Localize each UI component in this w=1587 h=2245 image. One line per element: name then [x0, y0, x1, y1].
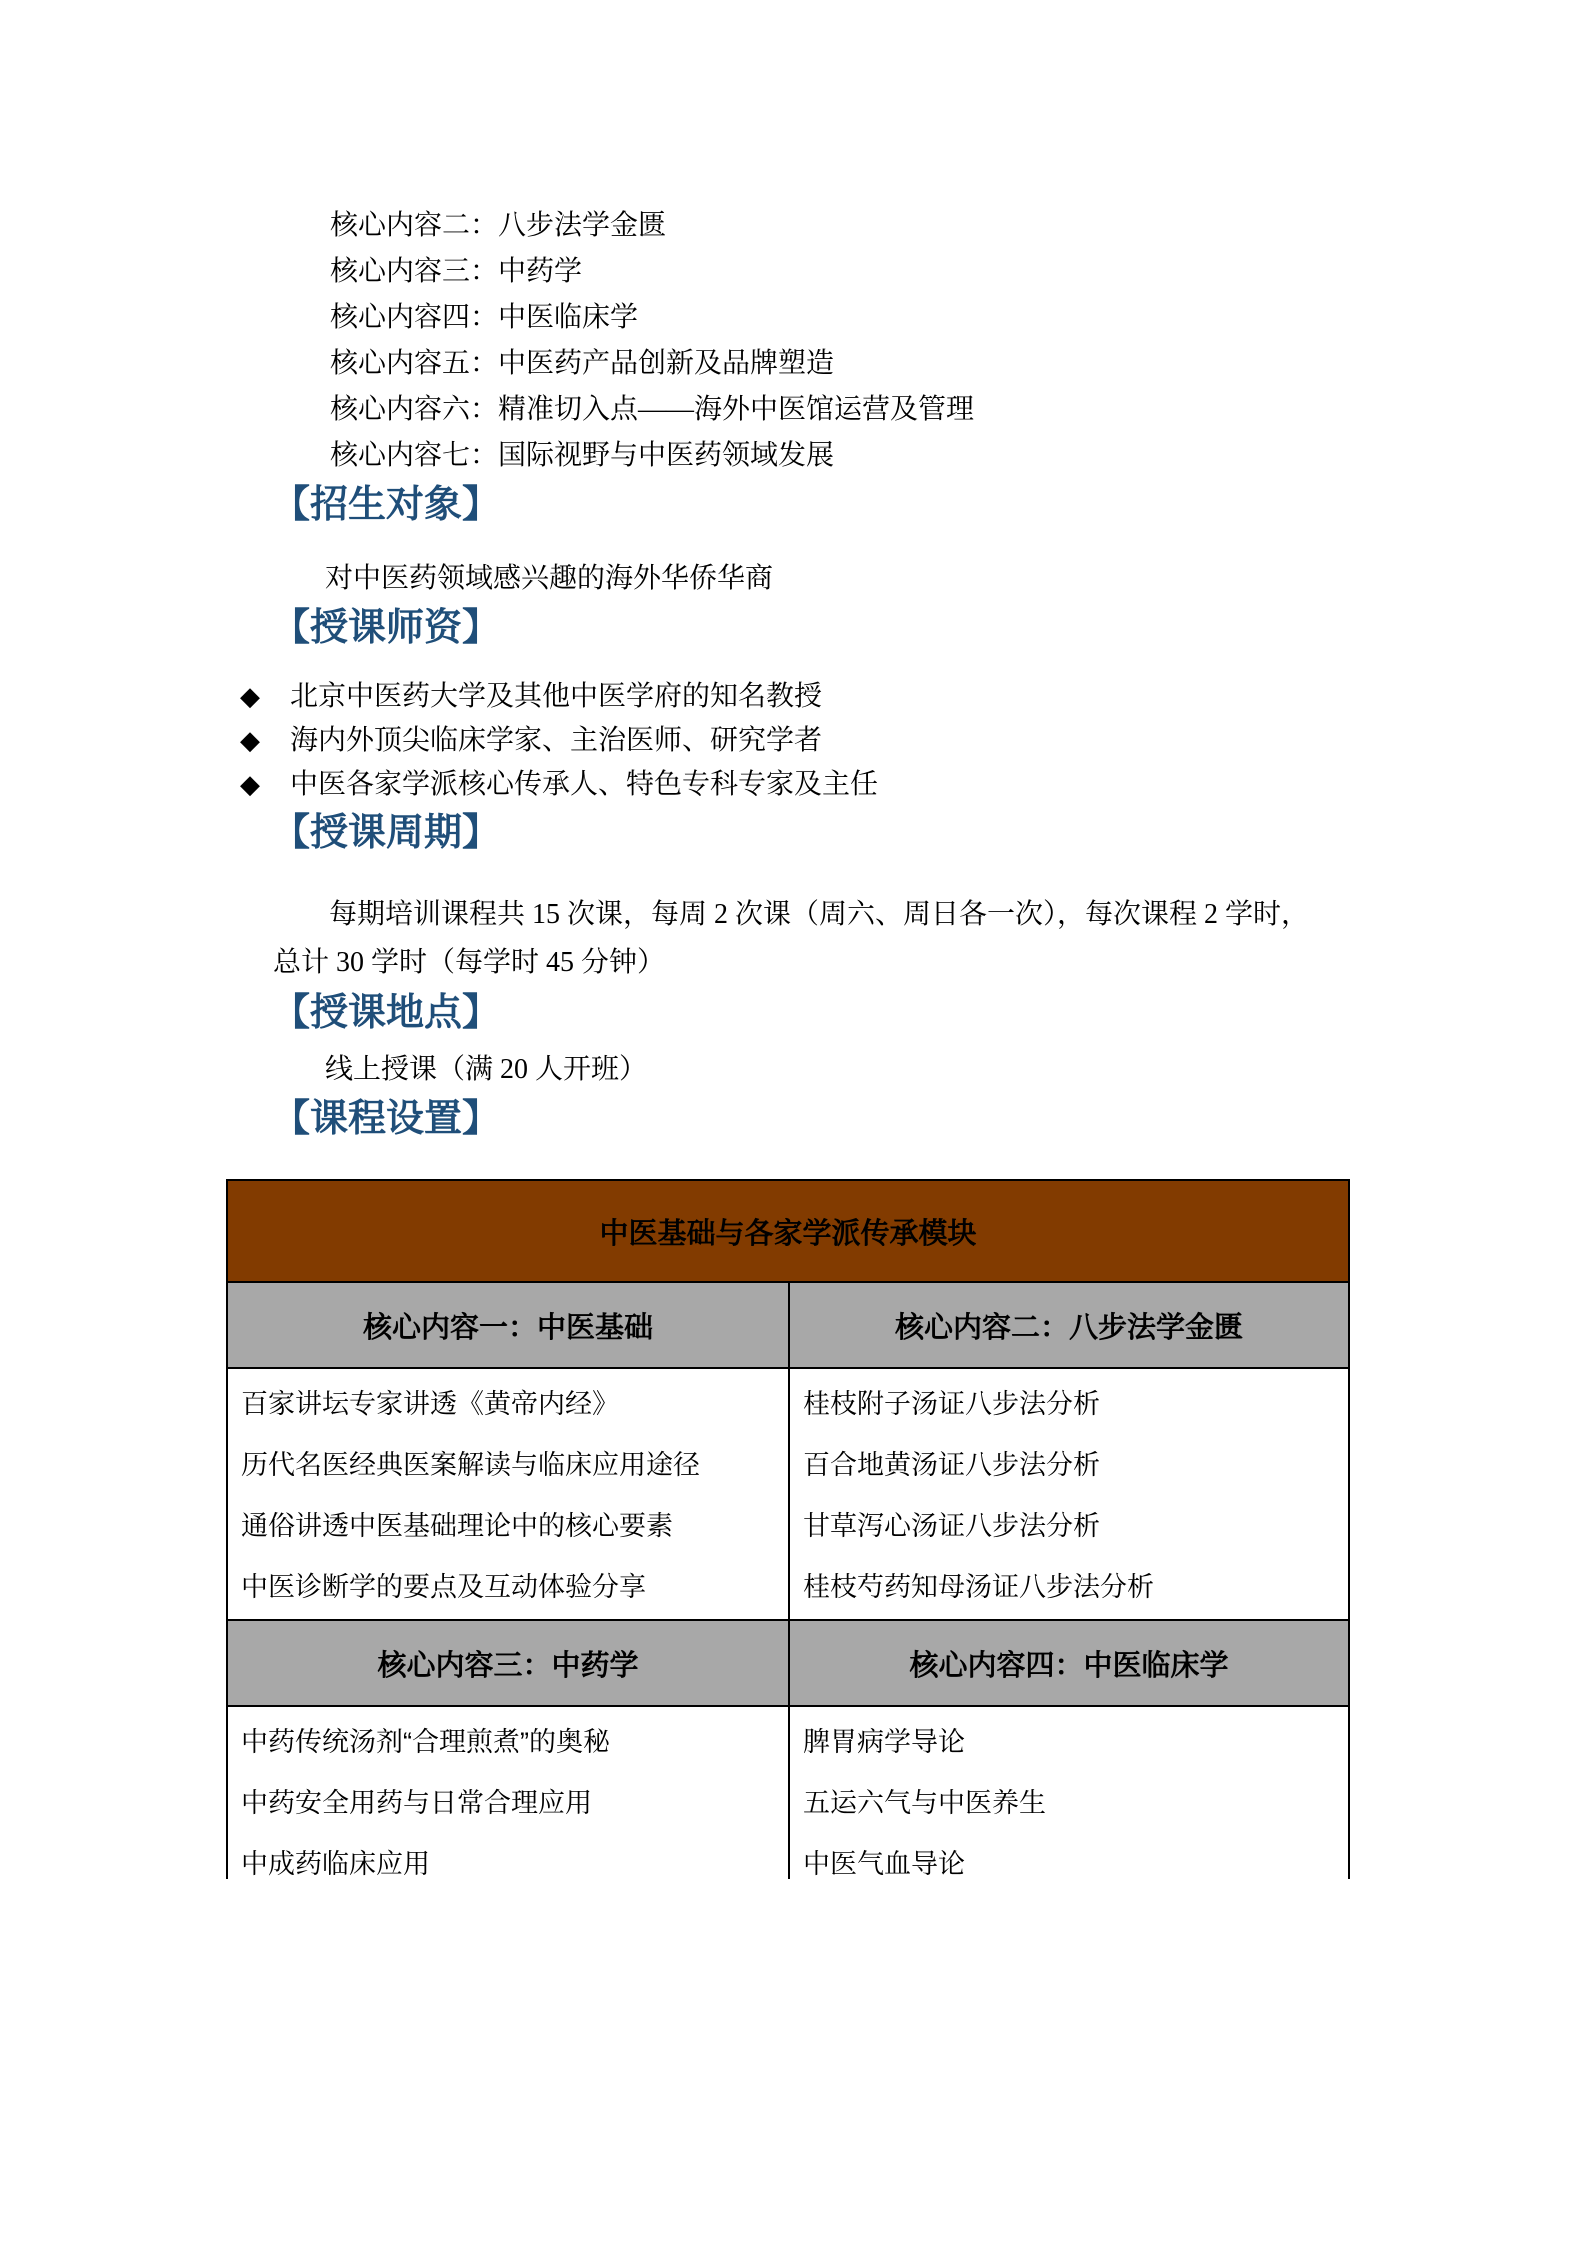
column-header-core-1: 核心内容一：中医基础	[362, 1311, 653, 1344]
core-content-list	[330, 0, 1487, 479]
column-header-core-4: 核心内容四：中医临床学	[788, 1621, 1348, 1705]
column-header-row	[228, 1281, 1348, 1367]
module-title: 中医基础与各家学派传承模块	[599, 1217, 977, 1250]
core-content-item: 核心内容二：八步法学金匮	[330, 210, 667, 241]
course-item: 历代名医经典医案解读与临床应用途径	[241, 1450, 700, 1480]
course-rows-group-1	[228, 1367, 1348, 1619]
section-title-schedule: 【授课周期】	[272, 812, 501, 854]
bullet-text: 北京中医药大学及其他中医学府的知名教授	[290, 681, 823, 712]
course-cell-core-2	[788, 1369, 1348, 1619]
faculty-bullet-list	[234, 675, 1487, 807]
section-title-location: 【授课地点】	[272, 992, 501, 1034]
course-cell-core-1	[228, 1369, 788, 1619]
course-table	[226, 1179, 1350, 1879]
column-header-core-3: 核心内容三：中药学	[377, 1649, 639, 1682]
bullet-item	[234, 675, 1487, 719]
section-title-faculty: 【授课师资】	[272, 607, 501, 649]
section-title-curriculum: 【课程设置】	[272, 1098, 501, 1140]
core-content-item: 核心内容五：中医药产品创新及品牌塑造	[330, 348, 835, 379]
course-item: 甘草泻心汤证八步法分析	[803, 1511, 1100, 1541]
course-item: 通俗讲透中医基础理论中的核心要素	[241, 1511, 673, 1541]
course-item: 百合地黄汤证八步法分析	[803, 1450, 1100, 1480]
bullet-item	[234, 719, 1487, 763]
core-content-item: 核心内容六：精准切入点——海外中医馆运营及管理	[330, 394, 975, 425]
core-content-item: 核心内容四：中医临床学	[330, 302, 639, 333]
course-item: 中药传统汤剂“合理煎煮”的奥秘	[241, 1727, 610, 1757]
location-body: 线上授课（满 20 人开班）	[325, 1054, 648, 1085]
course-cell-core-3	[228, 1707, 788, 1879]
course-item: 中成药临床应用	[241, 1849, 430, 1879]
bullet-item	[234, 763, 1487, 807]
course-item: 五运六气与中医养生	[803, 1788, 1046, 1818]
column-header-core-2: 核心内容二：八步法学金匮	[788, 1283, 1348, 1367]
diamond-bullet-icon: ◆	[240, 682, 260, 711]
bullet-text: 海内外顶尖临床学家、主治医师、研究学者	[290, 725, 823, 756]
course-cell-core-4	[788, 1707, 1348, 1879]
schedule-line-1: 每期培训课程共 15 次课，每周 2 次课（周六、周日各一次），每次课程 2 学时，	[329, 899, 1310, 930]
course-item: 百家讲坛专家讲透《黄帝内经》	[241, 1389, 619, 1419]
column-header-row	[228, 1619, 1348, 1705]
course-item: 中药安全用药与日常合理应用	[241, 1788, 592, 1818]
core-content-item: 核心内容七：国际视野与中医药领域发展	[330, 440, 835, 471]
course-rows-group-2	[228, 1705, 1348, 1879]
diamond-bullet-icon: ◆	[240, 770, 260, 799]
bullet-text: 中医各家学派核心传承人、特色专科专家及主任	[290, 769, 879, 800]
section-title-enrollment: 【招生对象】	[272, 484, 501, 526]
enrollment-body: 对中医药领域感兴趣的海外华侨华商	[325, 563, 774, 594]
course-item: 脾胃病学导论	[803, 1727, 965, 1757]
course-item: 桂枝芍药知母汤证八步法分析	[803, 1572, 1154, 1602]
core-content-item: 核心内容三：中药学	[330, 256, 583, 287]
schedule-line-2: 总计 30 学时（每学时 45 分钟）	[273, 947, 666, 978]
module-title-row	[228, 1181, 1348, 1281]
course-item: 桂枝附子汤证八步法分析	[803, 1389, 1100, 1419]
diamond-bullet-icon: ◆	[240, 726, 260, 755]
course-item: 中医气血导论	[803, 1849, 965, 1879]
course-item: 中医诊断学的要点及互动体验分享	[241, 1572, 646, 1602]
